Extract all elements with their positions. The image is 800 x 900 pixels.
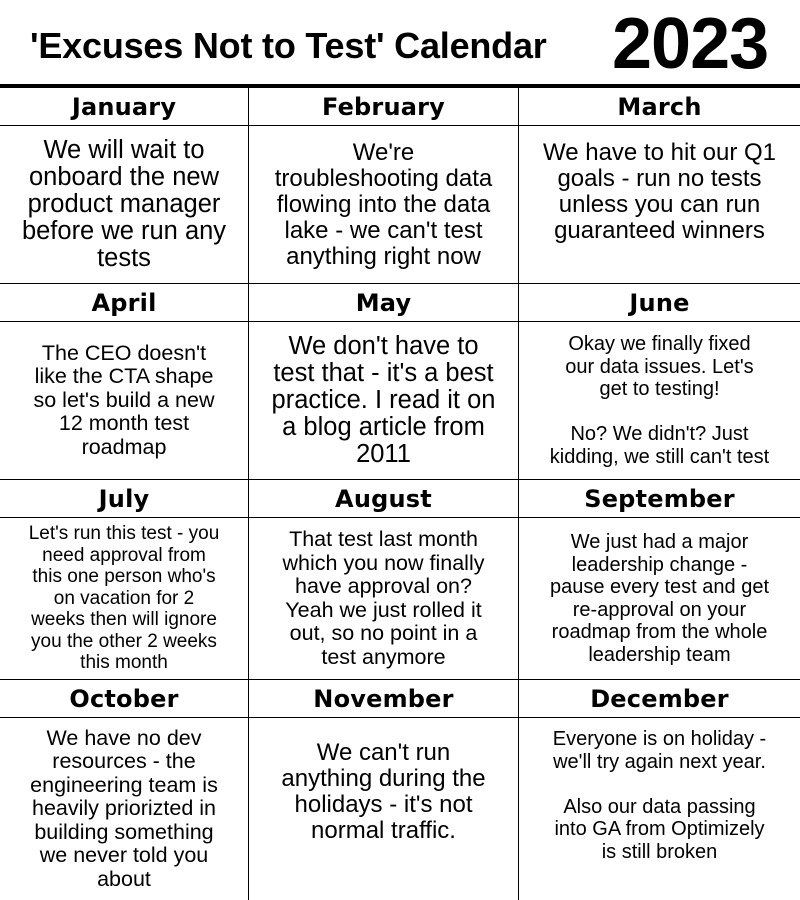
- month-name: September: [519, 480, 800, 518]
- excuse-box: [519, 518, 800, 679]
- excuse-box: [519, 718, 800, 900]
- month-cell-september: [519, 480, 800, 680]
- month-cell-july: [0, 480, 249, 680]
- excuse-text: We have no dev resources - the engineering team is heavily priorizted in building something we never told you about: [30, 725, 218, 891]
- calendar-title: 'Excuses Not to Test' Calendar: [30, 25, 547, 66]
- month-cell-december: [519, 680, 800, 900]
- month-cell-october: [0, 680, 249, 900]
- excuse-box: [519, 322, 800, 479]
- month-name: August: [249, 480, 518, 518]
- month-cell-may: [249, 284, 519, 480]
- month-cell-february: [249, 88, 519, 284]
- excuse-text: That test last month which you now finally have approval on? Yeah we just rolled it out, so no point in a test anymore: [282, 527, 485, 669]
- month-name: October: [0, 680, 248, 718]
- calendar-year: 2023: [612, 4, 769, 84]
- month-name: January: [0, 88, 248, 126]
- month-cell-november: [249, 680, 519, 900]
- excuse-text: The CEO doesn't like the CTA shape so let's build a new 12 month test roadmap: [33, 340, 215, 459]
- excuse-box: [0, 126, 248, 283]
- excuse-box: [249, 126, 518, 283]
- excuse-text: Let's run this test - you need approval from this one person who's on vacation for 2 weeks then will ignore you the other 2 weeks this month: [28, 523, 220, 674]
- month-cell-april: [0, 284, 249, 480]
- month-cell-august: [249, 480, 519, 680]
- excuse-text: We're troubleshooting data flowing into the data lake - we can't test anything right now: [274, 138, 493, 270]
- excuse-text: We don't have to test that - it's a best practice. I read it on a blog article from 2011: [271, 332, 496, 468]
- month-name: June: [519, 284, 800, 322]
- excuse-text: Okay we finally fixed our data issues. Let's get to testing! No? We didn't? Just kidding, we still can't test: [549, 333, 770, 468]
- excuse-box: [249, 718, 518, 900]
- excuse-text: We just had a major leadership change - pause every test and get re-approval on your roadmap from the whole leadership team: [549, 531, 770, 666]
- excuse-text: We will wait to onboard the new product manager before we run any tests: [21, 136, 227, 272]
- month-name: April: [0, 284, 248, 322]
- excuse-box: [249, 518, 518, 679]
- excuse-text: Everyone is on holiday - we'll try again next year. Also our data passing into GA from Optimizely is still broken: [552, 728, 767, 863]
- excuse-box: [0, 322, 248, 479]
- month-name: May: [249, 284, 518, 322]
- month-name: July: [0, 480, 248, 518]
- calendar-grid: [0, 88, 800, 900]
- month-name: February: [249, 88, 518, 126]
- month-cell-january: [0, 88, 249, 284]
- excuse-box: [519, 126, 800, 283]
- calendar-header: [0, 0, 800, 88]
- excuse-box: [249, 322, 518, 479]
- excuse-box: [0, 718, 248, 900]
- month-name: November: [249, 680, 518, 718]
- month-cell-march: [519, 88, 800, 284]
- month-name: March: [519, 88, 800, 126]
- month-name: December: [519, 680, 800, 718]
- excuse-text: We have to hit our Q1 goals - run no tests unless you can run guaranteed winners: [542, 139, 776, 244]
- month-cell-june: [519, 284, 800, 480]
- excuse-text: We can't run anything during the holidays - it's not normal traffic.: [281, 739, 486, 844]
- excuse-box: [0, 518, 248, 679]
